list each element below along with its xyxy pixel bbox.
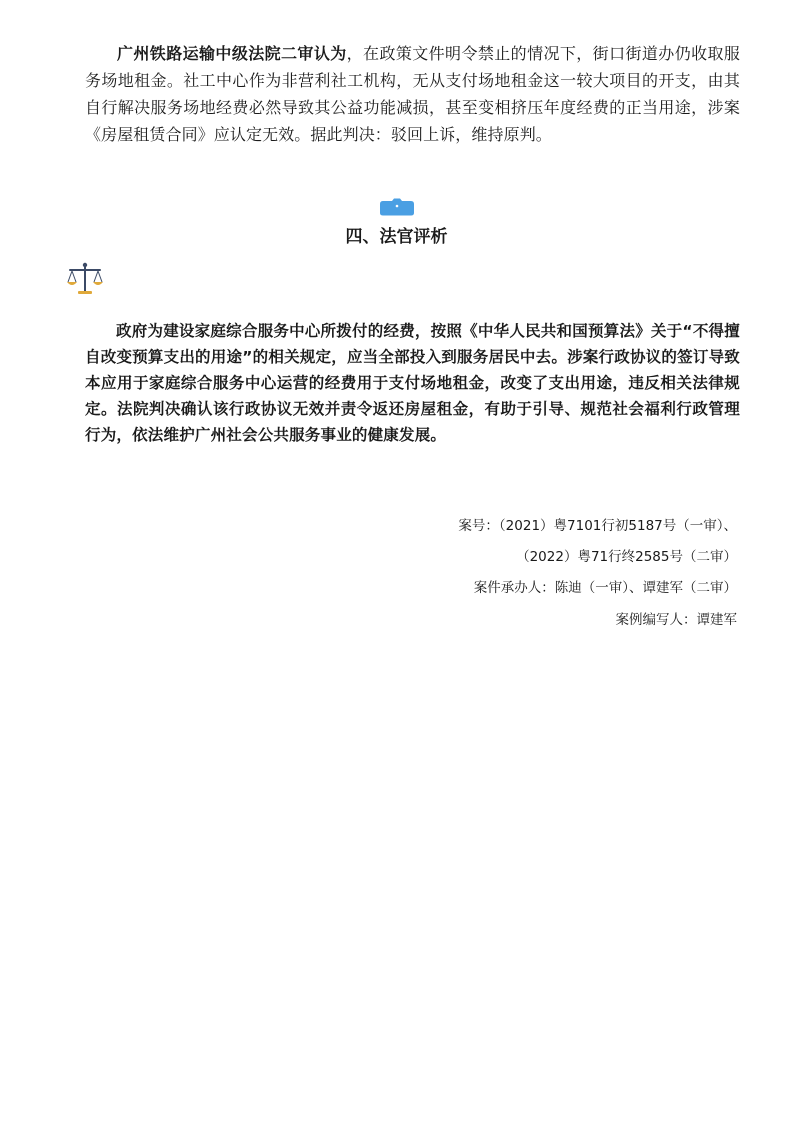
- paragraph-second-instance-opinion: [85, 40, 740, 148]
- paragraph-body: ，在政策文件明令禁止的情况下，街口街道办仍收取服务场地租金。社工中心作为非营利社工机构，无从支付场地租金这一较大项目的开支，由其自行解决服务场地经费必然导致其公益功能减损，甚至变相挤压年度经费的正当用途，涉案《房屋租赁合同》应认定无效。据此判决：驳回上诉，维持原判。: [85, 44, 740, 144]
- case-writer: 案例编写人：谭建军: [615, 612, 737, 628]
- paragraph-lead: 广州铁路运输中级法院二审认为: [117, 44, 347, 63]
- case-number-line-1: 案号：（2021）粤7101行初5187号（一审）、: [458, 518, 737, 534]
- paragraph-judge-analysis: 政府为建设家庭综合服务中心所拨付的经费，按照《中华人民共和国预算法》关于“不得擅自改变预算支出的用途”的相关规定，应当全部投入到服务居民中去。涉案行政协议的签订导致本应用于家庭综合服务中心运营的经费用于支付场地租金，改变了支出用途，违反相关法律规定。法院判决确认该行政协议无效并责令返还房屋租金，有助于引导、规范社会福利行政管理行为，依法维护广州社会公共服务事业的健康发展。: [85, 322, 740, 444]
- case-handlers: 案件承办人：陈迪（一审）、谭建军（二审）: [473, 580, 737, 596]
- case-number-line-2: （2022）粤71行终2585号（二审）: [516, 549, 737, 565]
- scale-of-justice-icon: [66, 262, 104, 296]
- section-title: 四、法官评析: [345, 227, 448, 247]
- section-badge-icon: [379, 198, 415, 216]
